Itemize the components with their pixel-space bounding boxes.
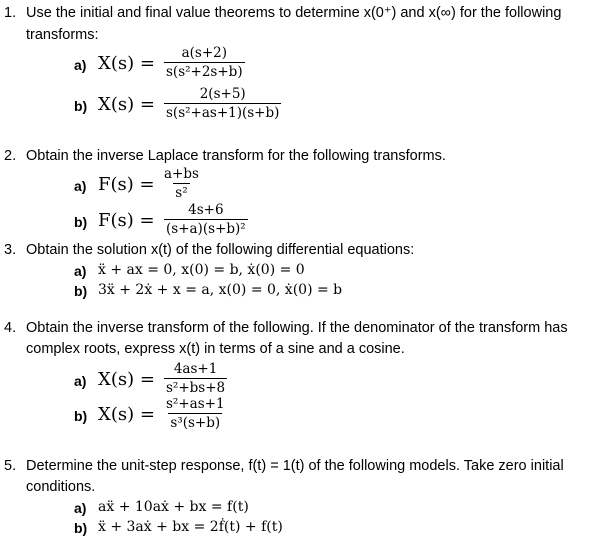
problem-1a-numerator: a(s+2) — [181, 45, 227, 61]
problem-2b-label: b) — [74, 214, 88, 230]
problem-1b-numerator: 2(s+5) — [199, 86, 246, 102]
problem-4-text: Obtain the inverse transform of the following. If the denominator of the transform has — [26, 320, 568, 336]
problem-3-number: 3. — [4, 242, 17, 258]
problem-1a-fraction — [164, 45, 245, 80]
problem-4b-numerator: s²+as+1 — [166, 396, 225, 412]
problem-1b-label: b) — [74, 98, 88, 114]
problem-5-text-cont: conditions. — [26, 479, 96, 495]
problem-5-number: 5. — [4, 458, 17, 474]
problem-2-text: Obtain the inverse Laplace transform for the following transforms. — [26, 148, 446, 164]
problem-1b-fraction — [164, 86, 281, 121]
problem-5a-label: a) — [74, 500, 87, 516]
problem-4b-denominator: s³(s+b) — [170, 415, 221, 431]
problem-4-text-cont: complex roots, express x(t) in terms of a sine and a cosine. — [26, 341, 405, 357]
problem-5b-label: b) — [74, 520, 88, 536]
problem-4a-numerator: 4as+1 — [173, 361, 218, 377]
problem-3a-equation: ẍ + ax = 0, x(0) = b, ẋ(0) = 0 — [98, 262, 305, 278]
problem-2a-numerator: a+bs — [164, 166, 199, 182]
problem-2b-denominator: (s+a)(s+b)² — [166, 221, 246, 237]
problem-3-text: Obtain the solution x(t) of the following differential equations: — [26, 242, 415, 258]
problem-2b-numerator: 4s+6 — [188, 202, 224, 218]
problem-4a-fraction — [164, 361, 227, 396]
problem-2a-denominator: s² — [175, 185, 188, 201]
problem-5a-equation: aẍ + 10aẋ + bx = f(t) — [98, 499, 249, 515]
problem-5-text: Determine the unit-step response, f(t) = 1(t) of the following models. Take zero initial — [26, 458, 564, 474]
problem-1a-label: a) — [74, 57, 87, 73]
problem-4a-denominator: s²+bs+8 — [166, 380, 226, 396]
problem-3a-label: a) — [74, 263, 87, 279]
problem-5b-equation: ẍ + 3aẋ + bx = 2ḟ(t) + f(t) — [98, 519, 283, 535]
problem-4b-fraction — [164, 396, 227, 431]
problem-1a-lhs: X(s) = — [98, 53, 155, 74]
problem-2a-lhs: F(s) = — [98, 174, 155, 195]
problem-1-text-cont: transforms: — [26, 27, 99, 43]
problem-2a-label: a) — [74, 178, 87, 194]
problem-3b-equation: 3ẍ + 2ẋ + x = a, x(0) = 0, ẋ(0) = b — [98, 282, 343, 298]
problem-2a-fraction — [162, 166, 201, 201]
problem-4-number: 4. — [4, 320, 17, 336]
problem-2-number: 2. — [4, 148, 17, 164]
problem-1b-denominator: s(s²+as+1)(s+b) — [166, 105, 280, 121]
problem-4b-label: b) — [74, 408, 88, 424]
problem-1-number: 1. — [4, 5, 17, 21]
problem-2b-fraction — [164, 202, 248, 237]
problem-1a-denominator: s(s²+2s+b) — [166, 64, 243, 80]
problem-3b-label: b) — [74, 283, 88, 299]
problem-4b-lhs: X(s) = — [98, 404, 155, 425]
problem-4a-label: a) — [74, 373, 87, 389]
problem-4a-lhs: X(s) = — [98, 369, 155, 390]
problem-1b-lhs: X(s) = — [98, 94, 155, 115]
problem-2b-lhs: F(s) = — [98, 210, 155, 231]
problem-1-text: Use the initial and final value theorems to determine x(0⁺) and x(∞) for the following — [26, 5, 562, 21]
